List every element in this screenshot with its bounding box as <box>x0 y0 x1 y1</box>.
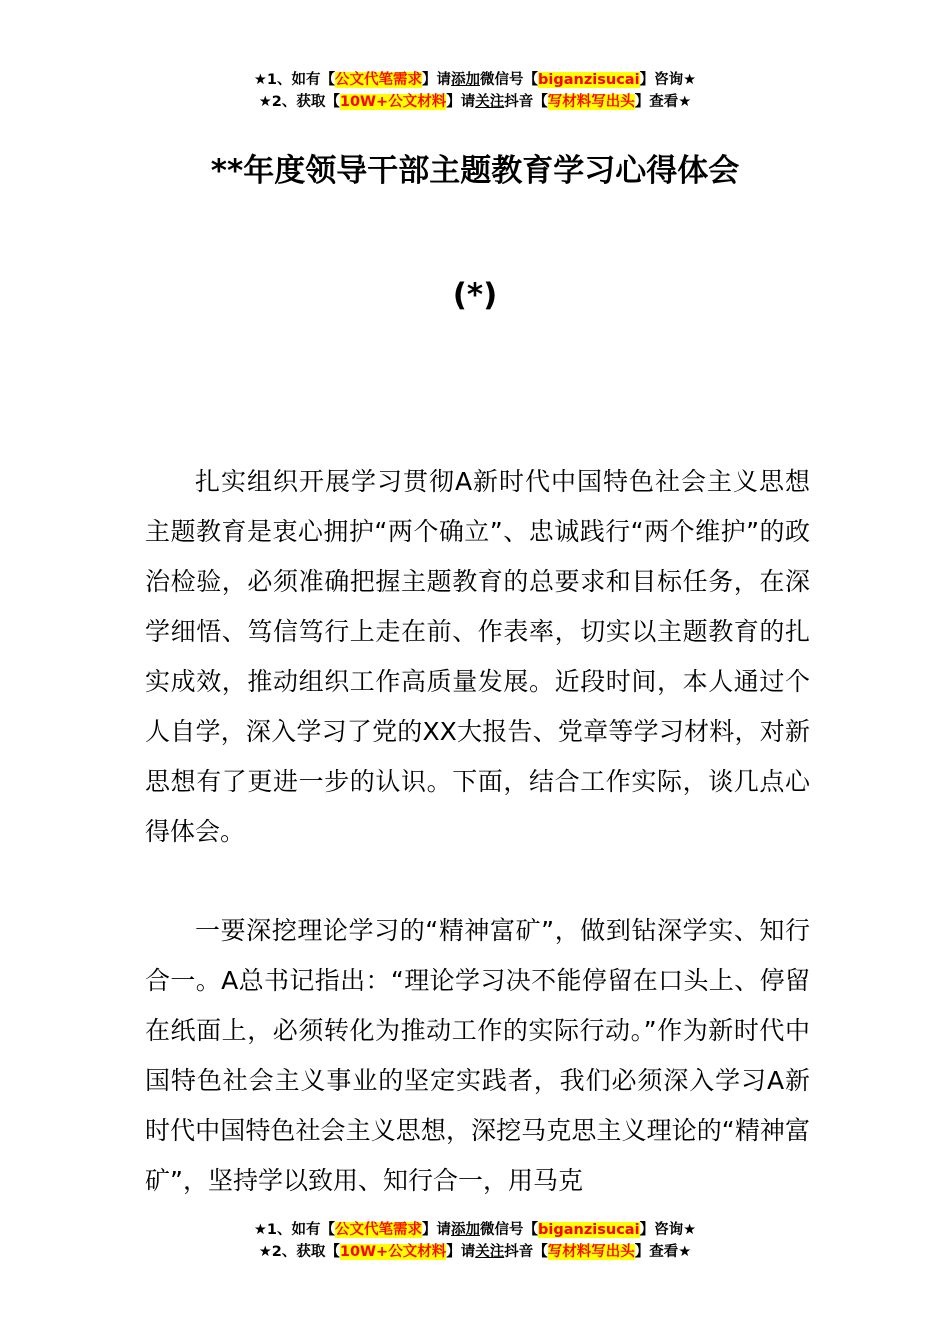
promo-highlight: 写材料写出头 <box>547 1244 635 1260</box>
promo-text: ★2、获取【 <box>258 94 340 110</box>
body-paragraph: 扎实组织开展学习贯彻A新时代中国特色社会主义思想主题教育是衷心拥护“两个确立”、忠诚践行“两个维护”的政治检验，必须准确把握主题教育的总要求和目标任务，在深学细悟、笃信笃行上走在前、作表率，切实以主题教育的扎实成效，推动组织工作高质量发展。近段时间，本人通过个人自学，深入学习了党的XX大报告、党章等学习材料，对新思想有了更进一步的认识。下面，结合工作实际，谈几点心得体会。 <box>145 467 810 846</box>
promo-highlight: 10W+公文材料 <box>339 94 447 110</box>
promo-emphasis: 添加 <box>451 72 481 88</box>
body-paragraph: 一要深挖理论学习的“精神富矿”，做到钻深学实、知行合一。A总书记指出：“理论学习决不能停留在口头上、停留在纸面上，必须转化为推动工作的实际行动。”作为新时代中国特色社会主义事业的坚定实践者，我们必须深入学习A新时代中国特色社会主义思想，深挖马克思主义理论的“精神富矿”，坚持学以致用、知行合一，用马克 <box>145 916 810 1195</box>
promo-line-1 <box>0 69 950 91</box>
document-subtitle: (*) <box>452 277 498 313</box>
promo-emphasis: 添加 <box>451 1222 481 1238</box>
promo-text: 抖音【 <box>504 94 548 110</box>
promo-emphasis: 关注 <box>475 94 505 110</box>
promo-line-1 <box>0 1219 950 1241</box>
promo-text: 】请 <box>446 1244 476 1260</box>
promo-text: 抖音【 <box>504 1244 548 1260</box>
promo-text: 】咨询★ <box>639 1222 697 1238</box>
promo-highlight: 写材料写出头 <box>547 94 635 110</box>
promo-text: ★2、获取【 <box>258 1244 340 1260</box>
promo-text: 微信号【 <box>480 72 539 88</box>
promo-highlight: 10W+公文材料 <box>339 1244 447 1260</box>
promo-highlight: 公文代笔需求 <box>335 72 423 88</box>
promo-text: ★1、如有【 <box>253 72 336 88</box>
promo-emphasis: 关注 <box>475 1244 505 1260</box>
promo-text: 】咨询★ <box>639 72 697 88</box>
promo-text: 】查看★ <box>634 1244 692 1260</box>
promo-banner-top <box>0 69 950 113</box>
promo-text: 微信号【 <box>480 1222 539 1238</box>
promo-line-2 <box>0 91 950 113</box>
document-title: **年度领导干部主题教育学习心得体会 <box>210 153 740 189</box>
promo-text: 】请 <box>422 1222 452 1238</box>
promo-text: ★1、如有【 <box>253 1222 336 1238</box>
promo-banner-bottom <box>0 1219 950 1263</box>
promo-text: 】请 <box>446 94 476 110</box>
promo-highlight: 公文代笔需求 <box>335 1222 423 1238</box>
promo-text: 】查看★ <box>634 94 692 110</box>
promo-line-2 <box>0 1241 950 1263</box>
promo-text: 】请 <box>422 72 452 88</box>
promo-highlight: biganzisucai <box>538 72 640 88</box>
promo-highlight: biganzisucai <box>538 1222 640 1238</box>
